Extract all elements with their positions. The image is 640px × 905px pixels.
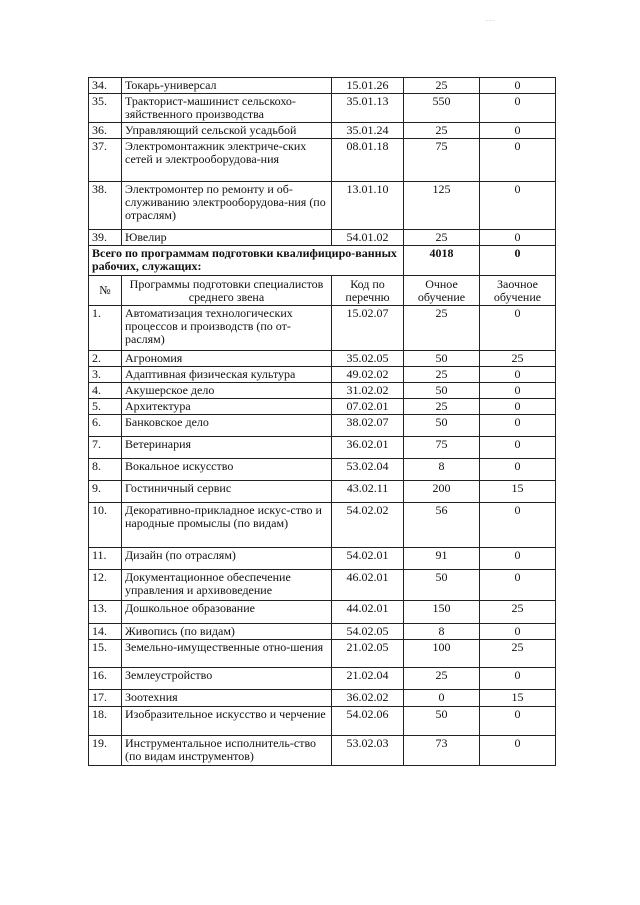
row-number: 10. xyxy=(89,503,122,548)
program-code: 15.01.26 xyxy=(332,78,404,94)
program-name: Банковское дело xyxy=(122,415,332,437)
full-time-count: 100 xyxy=(404,640,480,668)
program-code: 36.02.01 xyxy=(332,437,404,459)
part-time-count: 0 xyxy=(480,503,556,548)
row-number: 13. xyxy=(89,601,122,624)
part-time-count: 15 xyxy=(480,481,556,503)
table-row xyxy=(89,481,556,503)
program-name: Землеустройство xyxy=(122,668,332,690)
program-code: 44.02.01 xyxy=(332,601,404,624)
full-time-count: 25 xyxy=(404,306,480,351)
program-code: 21.02.04 xyxy=(332,668,404,690)
program-name: Живопись (по видам) xyxy=(122,624,332,640)
table-row xyxy=(89,640,556,668)
program-name: Декоративно-прикладное искус-ство и народные промыслы (по видам) xyxy=(122,503,332,548)
header-num: № xyxy=(89,276,122,306)
table-row xyxy=(89,415,556,437)
row-number: 36. xyxy=(89,123,122,139)
program-code: 08.01.18 xyxy=(332,139,404,182)
workers-section xyxy=(89,78,556,246)
program-name: Изобразительное искусство и черчение xyxy=(122,707,332,736)
program-code: 49.02.02 xyxy=(332,367,404,383)
header-name: Программы подготовки специалистов среднего звена xyxy=(122,276,332,306)
program-code: 46.02.01 xyxy=(332,570,404,601)
full-time-count: 550 xyxy=(404,94,480,123)
program-name: Токарь-универсал xyxy=(122,78,332,94)
program-code: 54.02.01 xyxy=(332,548,404,570)
program-code: 31.02.02 xyxy=(332,383,404,399)
full-time-count: 125 xyxy=(404,182,480,230)
program-code: 15.02.07 xyxy=(332,306,404,351)
part-time-count: 0 xyxy=(480,736,556,766)
table-row xyxy=(89,736,556,766)
program-name: Тракторист-машинист сельскохо-зяйственного производства xyxy=(122,94,332,123)
row-number: 39. xyxy=(89,230,122,246)
part-time-count: 0 xyxy=(480,624,556,640)
program-name: Автоматизация технологических процессов и производств (по от-раслям) xyxy=(122,306,332,351)
program-code: 43.02.11 xyxy=(332,481,404,503)
program-code: 35.02.05 xyxy=(332,351,404,367)
part-time-count: 0 xyxy=(480,437,556,459)
row-number: 18. xyxy=(89,707,122,736)
full-time-count: 50 xyxy=(404,707,480,736)
row-number: 3. xyxy=(89,367,122,383)
program-name: Дизайн (по отраслям) xyxy=(122,548,332,570)
full-time-count: 25 xyxy=(404,230,480,246)
row-number: 12. xyxy=(89,570,122,601)
table-row xyxy=(89,690,556,707)
full-time-count: 25 xyxy=(404,367,480,383)
header-row xyxy=(89,276,556,306)
full-time-count: 25 xyxy=(404,78,480,94)
row-number: 1. xyxy=(89,306,122,351)
full-time-count: 8 xyxy=(404,624,480,640)
table-row xyxy=(89,548,556,570)
table-row xyxy=(89,383,556,399)
part-time-count: 0 xyxy=(480,399,556,415)
header-part: Заочное обучение xyxy=(480,276,556,306)
table-row xyxy=(89,668,556,690)
part-time-count: 0 xyxy=(480,707,556,736)
part-time-count: 15 xyxy=(480,690,556,707)
full-time-count: 25 xyxy=(404,399,480,415)
row-number: 2. xyxy=(89,351,122,367)
row-number: 4. xyxy=(89,383,122,399)
program-code: 07.02.01 xyxy=(332,399,404,415)
program-name: Управляющий сельской усадьбой xyxy=(122,123,332,139)
part-time-count: 0 xyxy=(480,548,556,570)
program-code: 53.02.04 xyxy=(332,459,404,481)
program-name: Ювелир xyxy=(122,230,332,246)
full-time-count: 150 xyxy=(404,601,480,624)
row-number: 8. xyxy=(89,459,122,481)
program-name: Архитектура xyxy=(122,399,332,415)
part-time-count: 25 xyxy=(480,640,556,668)
program-name: Гостиничный сервис xyxy=(122,481,332,503)
program-code: 54.02.05 xyxy=(332,624,404,640)
table-row xyxy=(89,306,556,351)
program-code: 54.02.02 xyxy=(332,503,404,548)
total-row xyxy=(89,246,556,276)
program-name: Агрономия xyxy=(122,351,332,367)
full-time-count: 25 xyxy=(404,668,480,690)
table-row xyxy=(89,437,556,459)
full-time-count: 56 xyxy=(404,503,480,548)
part-time-count: 0 xyxy=(480,123,556,139)
part-time-count: 0 xyxy=(480,182,556,230)
program-name: Ветеринария xyxy=(122,437,332,459)
header-full: Очное обучение xyxy=(404,276,480,306)
full-time-count: 200 xyxy=(404,481,480,503)
workers-total-section xyxy=(89,246,556,306)
table-row xyxy=(89,570,556,601)
program-code: 38.02.07 xyxy=(332,415,404,437)
total-part: 0 xyxy=(480,246,556,276)
row-number: 37. xyxy=(89,139,122,182)
table-row xyxy=(89,503,556,548)
total-full: 4018 xyxy=(404,246,480,276)
table-row xyxy=(89,624,556,640)
program-code: 13.01.10 xyxy=(332,182,404,230)
table-row xyxy=(89,139,556,182)
program-name: Инструментальное исполнитель-ство (по видам инструментов) xyxy=(122,736,332,766)
specialists-section xyxy=(89,306,556,766)
program-name: Адаптивная физическая культура xyxy=(122,367,332,383)
part-time-count: 0 xyxy=(480,78,556,94)
program-name: Документационное обеспечение управления и архивоведение xyxy=(122,570,332,601)
table-row xyxy=(89,367,556,383)
total-label: Всего по программам подготовки квалифициро-ванных рабочих, служащих: xyxy=(89,246,404,276)
programs-table xyxy=(88,77,556,766)
program-code: 54.02.06 xyxy=(332,707,404,736)
full-time-count: 73 xyxy=(404,736,480,766)
full-time-count: 50 xyxy=(404,415,480,437)
table-row xyxy=(89,230,556,246)
full-time-count: 8 xyxy=(404,459,480,481)
program-name: Земельно-имущественные отно-шения xyxy=(122,640,332,668)
row-number: 6. xyxy=(89,415,122,437)
full-time-count: 50 xyxy=(404,383,480,399)
part-time-count: 0 xyxy=(480,230,556,246)
program-code: 35.01.13 xyxy=(332,94,404,123)
header-code: Код по перечню xyxy=(332,276,404,306)
row-number: 9. xyxy=(89,481,122,503)
row-number: 11. xyxy=(89,548,122,570)
part-time-count: 25 xyxy=(480,601,556,624)
row-number: 7. xyxy=(89,437,122,459)
table-row xyxy=(89,78,556,94)
table-row xyxy=(89,94,556,123)
part-time-count: 0 xyxy=(480,139,556,182)
program-name: Электромонтер по ремонту и об-служиванию электрооборудова-ния (по отраслям) xyxy=(122,182,332,230)
program-name: Вокальное искусство xyxy=(122,459,332,481)
full-time-count: 50 xyxy=(404,570,480,601)
program-code: 21.02.05 xyxy=(332,640,404,668)
table-row xyxy=(89,707,556,736)
table-row xyxy=(89,459,556,481)
program-code: 35.01.24 xyxy=(332,123,404,139)
full-time-count: 0 xyxy=(404,690,480,707)
program-name: Электромонтажник электриче-ских сетей и электрооборудова-ния xyxy=(122,139,332,182)
corner-mark: ... xyxy=(486,14,495,23)
table-row xyxy=(89,601,556,624)
program-code: 53.02.03 xyxy=(332,736,404,766)
full-time-count: 91 xyxy=(404,548,480,570)
part-time-count: 0 xyxy=(480,383,556,399)
program-code: 36.02.02 xyxy=(332,690,404,707)
full-time-count: 75 xyxy=(404,139,480,182)
part-time-count: 25 xyxy=(480,351,556,367)
table-row xyxy=(89,399,556,415)
part-time-count: 0 xyxy=(480,668,556,690)
program-name: Дошкольное образование xyxy=(122,601,332,624)
table-row xyxy=(89,123,556,139)
table-row xyxy=(89,351,556,367)
full-time-count: 50 xyxy=(404,351,480,367)
row-number: 34. xyxy=(89,78,122,94)
full-time-count: 75 xyxy=(404,437,480,459)
program-name: Зоотехния xyxy=(122,690,332,707)
row-number: 17. xyxy=(89,690,122,707)
part-time-count: 0 xyxy=(480,94,556,123)
part-time-count: 0 xyxy=(480,367,556,383)
table-row xyxy=(89,182,556,230)
row-number: 5. xyxy=(89,399,122,415)
row-number: 38. xyxy=(89,182,122,230)
full-time-count: 25 xyxy=(404,123,480,139)
row-number: 14. xyxy=(89,624,122,640)
row-number: 15. xyxy=(89,640,122,668)
part-time-count: 0 xyxy=(480,570,556,601)
program-name: Акушерское дело xyxy=(122,383,332,399)
row-number: 16. xyxy=(89,668,122,690)
row-number: 19. xyxy=(89,736,122,766)
part-time-count: 0 xyxy=(480,306,556,351)
part-time-count: 0 xyxy=(480,415,556,437)
program-code: 54.01.02 xyxy=(332,230,404,246)
part-time-count: 0 xyxy=(480,459,556,481)
row-number: 35. xyxy=(89,94,122,123)
